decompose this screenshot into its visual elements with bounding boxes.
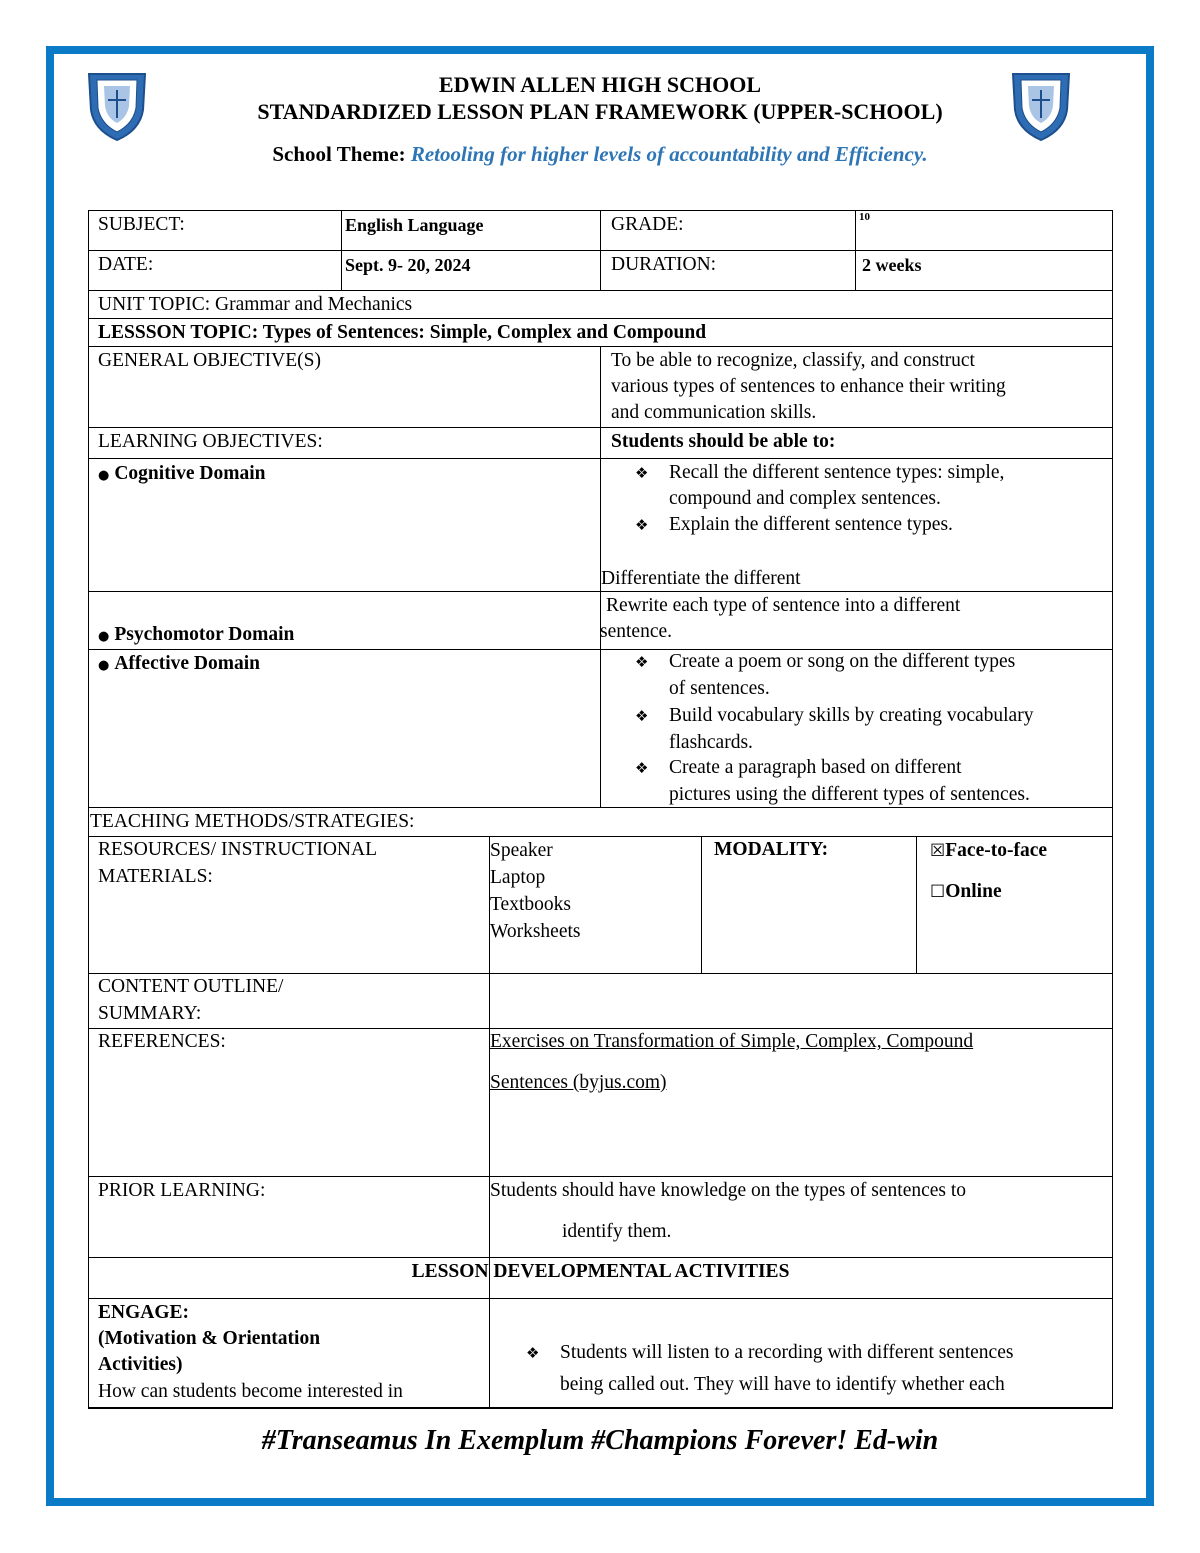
checkbox-icon[interactable]: ☐ [930, 882, 946, 902]
prior-learning-label: PRIOR LEARNING: [98, 1180, 266, 1201]
resources-label: RESOURCES/ INSTRUCTIONAL [98, 839, 377, 860]
general-objectives-line: various types of sentences to enhance their writing [611, 376, 1006, 397]
checked-box-icon[interactable]: ☒ [930, 841, 946, 861]
affective-domain [98, 651, 260, 680]
date-value: Sept. 9- 20, 2024 [345, 255, 471, 275]
duration-label: DURATION: [611, 254, 717, 275]
list-item: ❖ Recall the different sentence types: simple, [635, 460, 1004, 487]
framework-title: STANDARDIZED LESSON PLAN FRAMEWORK (UPPER-SCHOOL) [257, 99, 943, 124]
diamond-bullet-icon: ❖ [526, 1344, 540, 1362]
bullet-icon: ● [98, 629, 110, 644]
diamond-bullet-icon: ❖ [635, 759, 649, 777]
resource-item: Worksheets [490, 921, 581, 942]
list-item-continued: of sentences. [669, 678, 770, 699]
list-item: ❖ Create a paragraph based on different [635, 755, 962, 782]
lesson-activities-heading: LESSON DEVELOPMENTAL ACTIVITIES [411, 1261, 790, 1282]
grade-value: 10 [859, 211, 870, 223]
table-rule [88, 290, 1113, 291]
school-name: EDWIN ALLEN HIGH SCHOOL [438, 72, 762, 97]
psychomotor-domain [98, 622, 294, 651]
resources-label: MATERIALS: [98, 866, 213, 887]
footer-motto: #Transeamus In Exemplum #Champions Forever! Ed-win [261, 1425, 939, 1456]
theme-label: School Theme: [272, 142, 406, 166]
list-item-continued: compound and complex sentences. [669, 488, 941, 509]
content-outline-label: SUMMARY: [98, 1003, 202, 1024]
resource-item: Speaker [490, 840, 553, 861]
bullet-icon: ● [98, 658, 110, 673]
general-objectives-label: GENERAL OBJECTIVE(S) [98, 350, 321, 371]
diamond-bullet-icon: ❖ [635, 653, 649, 671]
list-item-continued: being called out. They will have to identify whether each [560, 1374, 1005, 1395]
reference-link[interactable]: Exercises on Transformation of Simple, Complex, Compound [490, 1031, 974, 1052]
grade-label: GRADE: [611, 214, 684, 235]
cognitive-domain [98, 461, 265, 490]
lesson-plan-table [88, 210, 1113, 1408]
subject-value: English Language [345, 215, 484, 235]
duration-value: 2 weeks [862, 255, 922, 275]
theme-value: Retooling for higher levels of accountability and Efficiency. [410, 142, 928, 166]
prior-learning-line: identify them. [562, 1221, 672, 1242]
cognitive-label: Cognitive Domain [114, 463, 266, 484]
engage-sub-label: (Motivation & Orientation [98, 1328, 321, 1349]
date-label: DATE: [98, 254, 154, 275]
table-rule [88, 1407, 1113, 1409]
modality-option-online[interactable]: ☐Online [930, 881, 1002, 902]
engage-question: How can students become interested in [98, 1381, 403, 1402]
school-theme [0, 142, 1200, 167]
references-label: REFERENCES: [98, 1031, 226, 1052]
engage-label: ENGAGE: [98, 1302, 190, 1323]
table-rule [88, 1176, 1113, 1177]
diamond-bullet-icon: ❖ [635, 707, 649, 725]
learning-objectives-label: LEARNING OBJECTIVES: [98, 431, 323, 452]
psychomotor-line: sentence. [600, 621, 673, 642]
teaching-methods-label: TEACHING METHODS/STRATEGIES: [90, 811, 415, 832]
psychomotor-label: Psychomotor Domain [114, 624, 295, 645]
unit-topic: UNIT TOPIC: Grammar and Mechanics [98, 294, 413, 315]
list-item-continued: flashcards. [669, 732, 753, 753]
prior-learning-line: Students should have knowledge on the types of sentences to [490, 1180, 967, 1201]
affective-label: Affective Domain [114, 653, 261, 674]
table-rule [88, 1257, 1113, 1258]
resource-item: Textbooks [490, 894, 571, 915]
list-item-continued: pictures using the different types of sentences. [669, 784, 1030, 805]
list-item: ❖ Create a poem or song on the different types [635, 649, 1015, 676]
subject-label: SUBJECT: [98, 214, 185, 235]
modality-label: MODALITY: [714, 839, 829, 860]
diamond-bullet-icon: ❖ [635, 464, 649, 482]
table-rule [1112, 210, 1113, 1408]
list-item: ❖ Students will listen to a recording with different sentences [526, 1340, 1013, 1367]
cognitive-extra: Differentiate the different [601, 568, 801, 589]
psychomotor-line: Rewrite each type of sentence into a different [606, 595, 961, 616]
general-objectives-line: To be able to recognize, classify, and construct [611, 350, 975, 371]
modality-option-face-to-face[interactable]: ☒Face-to-face [930, 840, 1048, 861]
table-rule [88, 1298, 1113, 1299]
table-rule [341, 210, 342, 290]
engage-sub-label: Activities) [98, 1354, 183, 1375]
list-item: ❖ Explain the different sentence types. [635, 512, 953, 539]
table-rule [701, 836, 702, 973]
resource-item: Laptop [490, 867, 546, 888]
general-objectives-line: and communication skills. [611, 402, 817, 423]
bullet-icon: ● [98, 468, 110, 483]
table-rule [855, 210, 856, 290]
document-header [0, 71, 1200, 125]
list-item: ❖ Build vocabulary skills by creating vocabulary [635, 703, 1033, 730]
diamond-bullet-icon: ❖ [635, 516, 649, 534]
table-rule [916, 836, 917, 973]
reference-link[interactable]: Sentences (byjus.com) [490, 1072, 667, 1093]
lesson-topic: LESSSON TOPIC: Types of Sentences: Simple, Complex and Compound [98, 322, 707, 343]
content-outline-label: CONTENT OUTLINE/ [98, 976, 284, 997]
table-rule [600, 210, 601, 290]
table-rule [88, 210, 89, 1408]
learning-objectives-value: Students should be able to: [611, 431, 836, 452]
